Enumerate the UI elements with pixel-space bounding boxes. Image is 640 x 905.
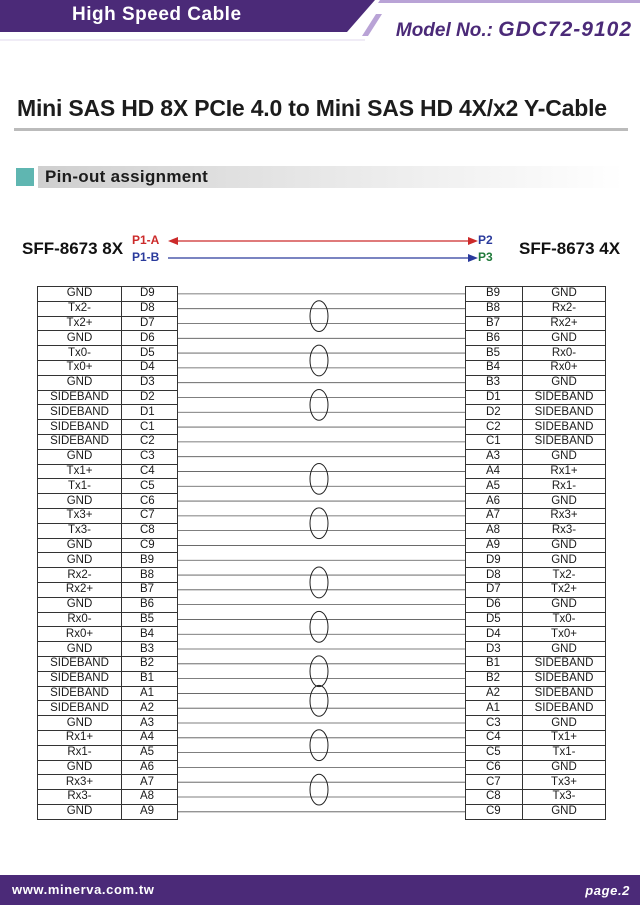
right-pin-row bbox=[466, 686, 606, 701]
left-pin: D3 bbox=[122, 375, 178, 390]
left-pin: C4 bbox=[122, 464, 178, 479]
left-pin-row bbox=[38, 642, 178, 657]
left-signal: Tx3- bbox=[38, 523, 122, 538]
right-pin: B5 bbox=[466, 346, 523, 361]
right-pin: C4 bbox=[466, 730, 523, 745]
left-pin-row bbox=[38, 449, 178, 464]
right-signal: GND bbox=[523, 449, 606, 464]
left-pin: B4 bbox=[122, 627, 178, 642]
left-pin: B1 bbox=[122, 671, 178, 686]
right-pin-row bbox=[466, 656, 606, 671]
right-pin-row bbox=[466, 494, 606, 509]
right-pin-row bbox=[466, 287, 606, 302]
left-signal: GND bbox=[38, 760, 122, 775]
right-pin: B6 bbox=[466, 331, 523, 346]
right-signal: Rx1+ bbox=[523, 464, 606, 479]
left-pin-row bbox=[38, 390, 178, 405]
left-signal: GND bbox=[38, 804, 122, 819]
section-heading: Pin-out assignment bbox=[45, 167, 209, 186]
left-pin-row bbox=[38, 346, 178, 361]
right-signal: GND bbox=[523, 553, 606, 568]
left-signal: Tx3+ bbox=[38, 508, 122, 523]
left-pin: B5 bbox=[122, 612, 178, 627]
right-signal: Rx0- bbox=[523, 346, 606, 361]
right-pin-row bbox=[466, 434, 606, 449]
right-signal: GND bbox=[523, 331, 606, 346]
right-pin: C2 bbox=[466, 420, 523, 435]
left-signal: SIDEBAND bbox=[38, 420, 122, 435]
left-pin-row bbox=[38, 627, 178, 642]
right-pin-row bbox=[466, 730, 606, 745]
left-signal: Tx0- bbox=[38, 346, 122, 361]
right-signal: Rx1- bbox=[523, 479, 606, 494]
left-pin: B2 bbox=[122, 656, 178, 671]
right-connector-name: SFF-8673 4X bbox=[519, 239, 621, 258]
left-signal: Rx0- bbox=[38, 612, 122, 627]
right-pin-row bbox=[466, 568, 606, 583]
right-pin-row bbox=[466, 331, 606, 346]
right-pin: A2 bbox=[466, 686, 523, 701]
right-pin-row bbox=[466, 760, 606, 775]
right-pin: C8 bbox=[466, 790, 523, 805]
left-pin-row bbox=[38, 301, 178, 316]
right-pin-row bbox=[466, 420, 606, 435]
left-signal: Rx2+ bbox=[38, 582, 122, 597]
right-pin-row bbox=[466, 360, 606, 375]
right-pin-row bbox=[466, 612, 606, 627]
left-pin-row bbox=[38, 331, 178, 346]
right-pin-row bbox=[466, 390, 606, 405]
right-signal: GND bbox=[523, 287, 606, 302]
label-p2: P2 bbox=[478, 233, 493, 247]
right-pin: D7 bbox=[466, 582, 523, 597]
left-pin: B9 bbox=[122, 553, 178, 568]
left-pin: D4 bbox=[122, 360, 178, 375]
right-pin: C7 bbox=[466, 775, 523, 790]
left-pin: D1 bbox=[122, 405, 178, 420]
right-signal: Rx3- bbox=[523, 523, 606, 538]
page-number: page.2 bbox=[585, 883, 630, 898]
left-signal: Tx2+ bbox=[38, 316, 122, 331]
model-label: Model No.: bbox=[395, 20, 493, 41]
right-signal: GND bbox=[523, 642, 606, 657]
right-pin: D1 bbox=[466, 390, 523, 405]
left-pin-row bbox=[38, 405, 178, 420]
right-pin-row bbox=[466, 671, 606, 686]
left-pin-row bbox=[38, 316, 178, 331]
right-signal: Rx2+ bbox=[523, 316, 606, 331]
left-pin-row bbox=[38, 716, 178, 731]
right-pin: B1 bbox=[466, 656, 523, 671]
left-pin: C3 bbox=[122, 449, 178, 464]
left-signal: GND bbox=[38, 449, 122, 464]
left-pin: A3 bbox=[122, 716, 178, 731]
right-pin-row bbox=[466, 375, 606, 390]
label-p1a: P1-A bbox=[132, 233, 160, 247]
right-pin-row bbox=[466, 627, 606, 642]
footer-url: www.minerva.com.tw bbox=[12, 882, 155, 897]
right-pin: D6 bbox=[466, 597, 523, 612]
right-signal: SIDEBAND bbox=[523, 405, 606, 420]
right-signal: GND bbox=[523, 597, 606, 612]
right-pin-row bbox=[466, 316, 606, 331]
right-pin-row bbox=[466, 464, 606, 479]
left-signal: GND bbox=[38, 287, 122, 302]
right-signal: Rx0+ bbox=[523, 360, 606, 375]
left-signal: Tx2- bbox=[38, 301, 122, 316]
right-pin: D5 bbox=[466, 612, 523, 627]
left-pin-row bbox=[38, 360, 178, 375]
right-signal: GND bbox=[523, 716, 606, 731]
right-pin: D2 bbox=[466, 405, 523, 420]
left-pin-row bbox=[38, 494, 178, 509]
left-signal: Rx1+ bbox=[38, 730, 122, 745]
right-pin: A6 bbox=[466, 494, 523, 509]
left-pin: D2 bbox=[122, 390, 178, 405]
left-pin-row bbox=[38, 790, 178, 805]
twisted-pair-marker bbox=[310, 345, 328, 376]
right-signal: GND bbox=[523, 804, 606, 819]
right-pin: C1 bbox=[466, 434, 523, 449]
left-pin-row bbox=[38, 479, 178, 494]
right-pin: B8 bbox=[466, 301, 523, 316]
right-signal: Tx1- bbox=[523, 745, 606, 760]
right-signal: SIDEBAND bbox=[523, 656, 606, 671]
left-pin-row bbox=[38, 553, 178, 568]
left-signal: SIDEBAND bbox=[38, 671, 122, 686]
left-pin-row bbox=[38, 612, 178, 627]
right-pin-row bbox=[466, 405, 606, 420]
left-pin: A1 bbox=[122, 686, 178, 701]
left-pin: C1 bbox=[122, 420, 178, 435]
left-pin: D7 bbox=[122, 316, 178, 331]
category-title: High Speed Cable bbox=[72, 4, 242, 25]
right-signal: Tx0- bbox=[523, 612, 606, 627]
right-pin-row bbox=[466, 790, 606, 805]
right-pin-row bbox=[466, 479, 606, 494]
twisted-pair-marker bbox=[310, 567, 328, 598]
left-pin-row bbox=[38, 775, 178, 790]
right-signal: Rx3+ bbox=[523, 508, 606, 523]
left-pin-row bbox=[38, 804, 178, 819]
left-pin-row bbox=[38, 434, 178, 449]
right-pin: C5 bbox=[466, 745, 523, 760]
right-pin-row bbox=[466, 701, 606, 716]
twisted-pair-marker bbox=[310, 301, 328, 332]
left-pin-row bbox=[38, 745, 178, 760]
left-pin-row bbox=[38, 538, 178, 553]
left-signal: SIDEBAND bbox=[38, 656, 122, 671]
left-signal: GND bbox=[38, 553, 122, 568]
right-pin: B3 bbox=[466, 375, 523, 390]
left-pin: D9 bbox=[122, 287, 178, 302]
footer-band bbox=[0, 875, 640, 905]
left-pin: C9 bbox=[122, 538, 178, 553]
left-signal: GND bbox=[38, 331, 122, 346]
left-signal: Rx0+ bbox=[38, 627, 122, 642]
right-signal: SIDEBAND bbox=[523, 686, 606, 701]
left-pin: A7 bbox=[122, 775, 178, 790]
left-pin: C2 bbox=[122, 434, 178, 449]
right-signal: SIDEBAND bbox=[523, 434, 606, 449]
twisted-pair-marker bbox=[310, 656, 328, 687]
arrowhead-left-icon bbox=[168, 237, 178, 245]
left-signal: Rx1- bbox=[38, 745, 122, 760]
right-pin-row bbox=[466, 716, 606, 731]
left-pin-row bbox=[38, 523, 178, 538]
right-signal: GND bbox=[523, 375, 606, 390]
right-signal: Tx3+ bbox=[523, 775, 606, 790]
label-p1b: P1-B bbox=[132, 250, 160, 264]
left-pin-row bbox=[38, 375, 178, 390]
left-signal: SIDEBAND bbox=[38, 405, 122, 420]
right-pin: B2 bbox=[466, 671, 523, 686]
left-pin: B3 bbox=[122, 642, 178, 657]
left-pin-row bbox=[38, 701, 178, 716]
left-signal: GND bbox=[38, 538, 122, 553]
right-pin-row bbox=[466, 508, 606, 523]
label-p3: P3 bbox=[478, 250, 493, 264]
right-signal: Rx2- bbox=[523, 301, 606, 316]
right-pin: D8 bbox=[466, 568, 523, 583]
left-pin-table bbox=[37, 286, 178, 820]
left-pin-row bbox=[38, 420, 178, 435]
left-signal: GND bbox=[38, 716, 122, 731]
left-pin-row bbox=[38, 464, 178, 479]
right-pin: D9 bbox=[466, 553, 523, 568]
right-pin: D3 bbox=[466, 642, 523, 657]
right-signal: Tx1+ bbox=[523, 730, 606, 745]
left-pin: C6 bbox=[122, 494, 178, 509]
left-signal: GND bbox=[38, 494, 122, 509]
left-pin: A2 bbox=[122, 701, 178, 716]
left-pin: A5 bbox=[122, 745, 178, 760]
right-signal: Tx0+ bbox=[523, 627, 606, 642]
right-pin-row bbox=[466, 538, 606, 553]
left-pin: A8 bbox=[122, 790, 178, 805]
left-signal: Tx1- bbox=[38, 479, 122, 494]
right-signal: Tx2+ bbox=[523, 582, 606, 597]
twisted-pair-marker bbox=[310, 611, 328, 642]
twisted-pair-marker bbox=[310, 685, 328, 716]
right-pin: A5 bbox=[466, 479, 523, 494]
twisted-pair-marker bbox=[310, 463, 328, 494]
twisted-pair-marker bbox=[310, 774, 328, 805]
left-pin-row bbox=[38, 582, 178, 597]
left-pin: B6 bbox=[122, 597, 178, 612]
left-pin-row bbox=[38, 287, 178, 302]
right-pin: B4 bbox=[466, 360, 523, 375]
right-pin-row bbox=[466, 301, 606, 316]
right-pin-row bbox=[466, 582, 606, 597]
right-pin-row bbox=[466, 745, 606, 760]
right-pin-row bbox=[466, 804, 606, 819]
left-pin: B7 bbox=[122, 582, 178, 597]
left-signal: Rx2- bbox=[38, 568, 122, 583]
right-pin-table bbox=[465, 286, 606, 820]
left-pin: C5 bbox=[122, 479, 178, 494]
twisted-pair-marker bbox=[310, 730, 328, 761]
right-signal: SIDEBAND bbox=[523, 390, 606, 405]
arrowhead-right-icon bbox=[468, 237, 478, 245]
left-signal: GND bbox=[38, 597, 122, 612]
left-pin: D5 bbox=[122, 346, 178, 361]
model-value: GDC72-9102 bbox=[498, 18, 632, 41]
left-pin-row bbox=[38, 671, 178, 686]
right-pin: B7 bbox=[466, 316, 523, 331]
left-signal: Tx0+ bbox=[38, 360, 122, 375]
left-pin-row bbox=[38, 730, 178, 745]
left-pin: C7 bbox=[122, 508, 178, 523]
right-signal: SIDEBAND bbox=[523, 701, 606, 716]
right-pin-row bbox=[466, 449, 606, 464]
left-signal: Rx3- bbox=[38, 790, 122, 805]
right-signal: GND bbox=[523, 760, 606, 775]
left-connector-name: SFF-8673 8X bbox=[22, 239, 124, 258]
left-pin: A4 bbox=[122, 730, 178, 745]
left-pin: A9 bbox=[122, 804, 178, 819]
left-pin-row bbox=[38, 760, 178, 775]
right-pin-row bbox=[466, 346, 606, 361]
left-signal: Rx3+ bbox=[38, 775, 122, 790]
right-signal: GND bbox=[523, 494, 606, 509]
right-pin: A7 bbox=[466, 508, 523, 523]
twisted-pair-marker bbox=[310, 389, 328, 420]
right-pin: C6 bbox=[466, 760, 523, 775]
right-signal: GND bbox=[523, 538, 606, 553]
right-pin: A8 bbox=[466, 523, 523, 538]
left-signal: GND bbox=[38, 642, 122, 657]
right-pin-row bbox=[466, 553, 606, 568]
arrowhead-right-icon bbox=[468, 254, 478, 262]
right-pin: A4 bbox=[466, 464, 523, 479]
right-signal: SIDEBAND bbox=[523, 671, 606, 686]
left-signal: SIDEBAND bbox=[38, 390, 122, 405]
right-pin-row bbox=[466, 597, 606, 612]
right-signal: Tx3- bbox=[523, 790, 606, 805]
right-pin-row bbox=[466, 642, 606, 657]
left-pin: D8 bbox=[122, 301, 178, 316]
left-pin-row bbox=[38, 656, 178, 671]
right-pin-row bbox=[466, 523, 606, 538]
right-pin: A9 bbox=[466, 538, 523, 553]
right-pin: D4 bbox=[466, 627, 523, 642]
right-pin: A1 bbox=[466, 701, 523, 716]
right-pin: C3 bbox=[466, 716, 523, 731]
right-pin: B9 bbox=[466, 287, 523, 302]
left-pin: D6 bbox=[122, 331, 178, 346]
left-signal: Tx1+ bbox=[38, 464, 122, 479]
right-pin: C9 bbox=[466, 804, 523, 819]
left-signal: SIDEBAND bbox=[38, 701, 122, 716]
left-pin: A6 bbox=[122, 760, 178, 775]
left-pin-row bbox=[38, 686, 178, 701]
left-pin-row bbox=[38, 597, 178, 612]
right-signal: SIDEBAND bbox=[523, 420, 606, 435]
right-signal: Tx2- bbox=[523, 568, 606, 583]
right-pin: A3 bbox=[466, 449, 523, 464]
left-pin-row bbox=[38, 508, 178, 523]
right-pin-row bbox=[466, 775, 606, 790]
twisted-pair-marker bbox=[310, 508, 328, 539]
left-pin: B8 bbox=[122, 568, 178, 583]
left-signal: SIDEBAND bbox=[38, 434, 122, 449]
left-signal: GND bbox=[38, 375, 122, 390]
left-signal: SIDEBAND bbox=[38, 686, 122, 701]
page-title: Mini SAS HD 8X PCIe 4.0 to Mini SAS HD 4X/x2 Y-Cable bbox=[17, 95, 607, 121]
left-pin-row bbox=[38, 568, 178, 583]
left-pin: C8 bbox=[122, 523, 178, 538]
